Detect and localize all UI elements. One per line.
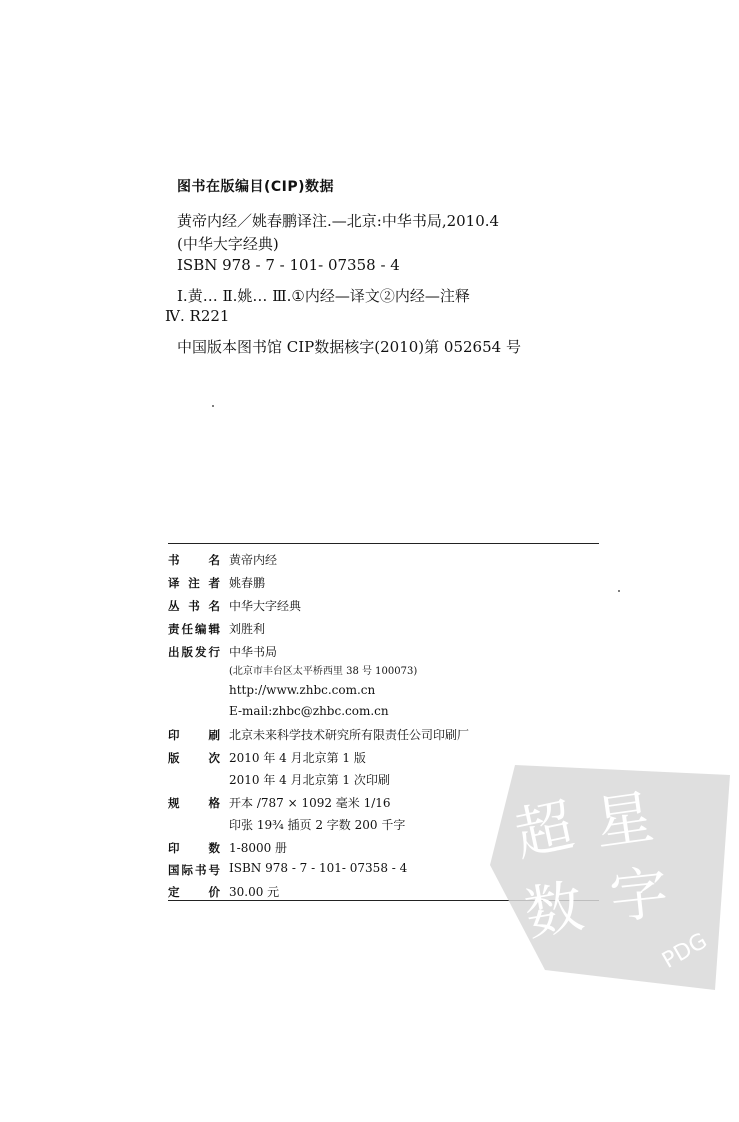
colophon-value: ISBN 978 - 7 - 101- 07358 - 4 [229,861,408,875]
colophon-label [168,575,220,591]
colophon-value: 北京未来科学技术研究所有限责任公司印刷厂 [229,728,470,742]
seal-glyph: 超 [508,790,580,870]
seal-glyph: 星 [590,782,658,858]
colophon-value: 黄帝内经 [229,553,278,567]
colophon-value: http://www.zhbc.com.cn [229,683,376,697]
colophon-label [168,862,220,878]
colophon-label-char: 任 [181,622,193,636]
colophon-value: 开本 /787 × 1092 毫米 1/16 [229,796,391,810]
colophon-label-char: 书 [195,863,207,877]
colophon-label-char: 定 [168,885,180,899]
colophon-label-char: 号 [208,863,220,877]
colophon-value: 中华大字经典 [229,599,302,613]
colophon-label-char: 规 [168,796,180,810]
colophon-label [168,552,220,568]
speck [618,590,620,592]
colophon-value: 2010 年 4 月北京第 1 版 [229,751,366,765]
colophon-label-char: 次 [208,751,220,765]
colophon-label [168,644,220,660]
colophon-value: 刘胜利 [229,622,266,636]
colophon-label-char: 印 [168,841,180,855]
colophon-top-rule [168,543,599,544]
cip-line-3: ISBN 978 - 7 - 101- 07358 - 4 [177,256,400,274]
colophon-label-char: 书 [168,553,180,567]
colophon-label-char: 丛 [168,599,180,613]
colophon-label-char: 注 [188,576,200,590]
colophon-label-char: 译 [168,576,180,590]
colophon-value: 30.00 元 [229,885,280,899]
colophon-label-char: 刷 [208,728,220,742]
colophon-label-char: 名 [208,553,220,567]
colophon-value: 印张 19¾ 插页 2 字数 200 千字 [229,818,406,832]
colophon-label-char: 行 [208,645,220,659]
colophon-label-char: 名 [208,599,220,613]
colophon-value: 1-8000 册 [229,841,288,855]
colophon-label [168,795,220,811]
colophon-value: 2010 年 4 月北京第 1 次印刷 [229,773,390,787]
colophon-label-char: 格 [208,796,220,810]
colophon-label [168,840,220,856]
colophon-label-char: 辑 [208,622,220,636]
seal-glyph: 数 [519,871,589,949]
cip-title: 图书在版编目(CIP)数据 [177,179,335,195]
colophon-label [168,884,220,900]
colophon-label-char: 者 [208,576,220,590]
colophon-label [168,750,220,766]
colophon-label-char: 编 [195,622,207,636]
colophon-value: (北京市丰台区太平桥西里 38 号 100073) [229,666,418,677]
cip-line-1: 黄帝内经／姚春鹏译注.—北京:中华书局,2010.4 [177,212,500,230]
colophon-label-char: 价 [208,885,220,899]
seal-glyph: 字 [606,858,672,932]
colophon-label [168,621,220,637]
colophon-label-char: 版 [181,645,193,659]
cip-line-4: Ⅰ.黄… Ⅱ.姚… Ⅲ.①内经—译文②内经—注释 [177,287,470,305]
colophon-label-char: 发 [195,645,207,659]
colophon-label-char: 责 [168,622,180,636]
colophon-label [168,727,220,743]
cip-line-6: 中国版本图书馆 CIP数据核字(2010)第 052654 号 [177,338,521,356]
colophon-value: E-mail:zhbc@zhbc.com.cn [229,704,389,718]
colophon-value: 中华书局 [229,645,278,659]
colophon-label [168,598,220,614]
seal-watermark [485,755,735,1005]
colophon-label-char: 国 [168,863,180,877]
colophon-label-char: 出 [168,645,180,659]
colophon-label-char: 版 [168,751,180,765]
colophon-label-char: 印 [168,728,180,742]
colophon-label-char: 际 [181,863,193,877]
colophon-value: 姚春鹏 [229,576,266,590]
speck [212,405,214,407]
cip-line-5: Ⅳ. R221 [165,307,230,325]
colophon-label-char: 书 [188,599,200,613]
cip-line-2: (中华大字经典) [177,235,279,253]
seal-watermark-text: PDG [658,928,712,974]
colophon-label-char: 数 [208,841,220,855]
